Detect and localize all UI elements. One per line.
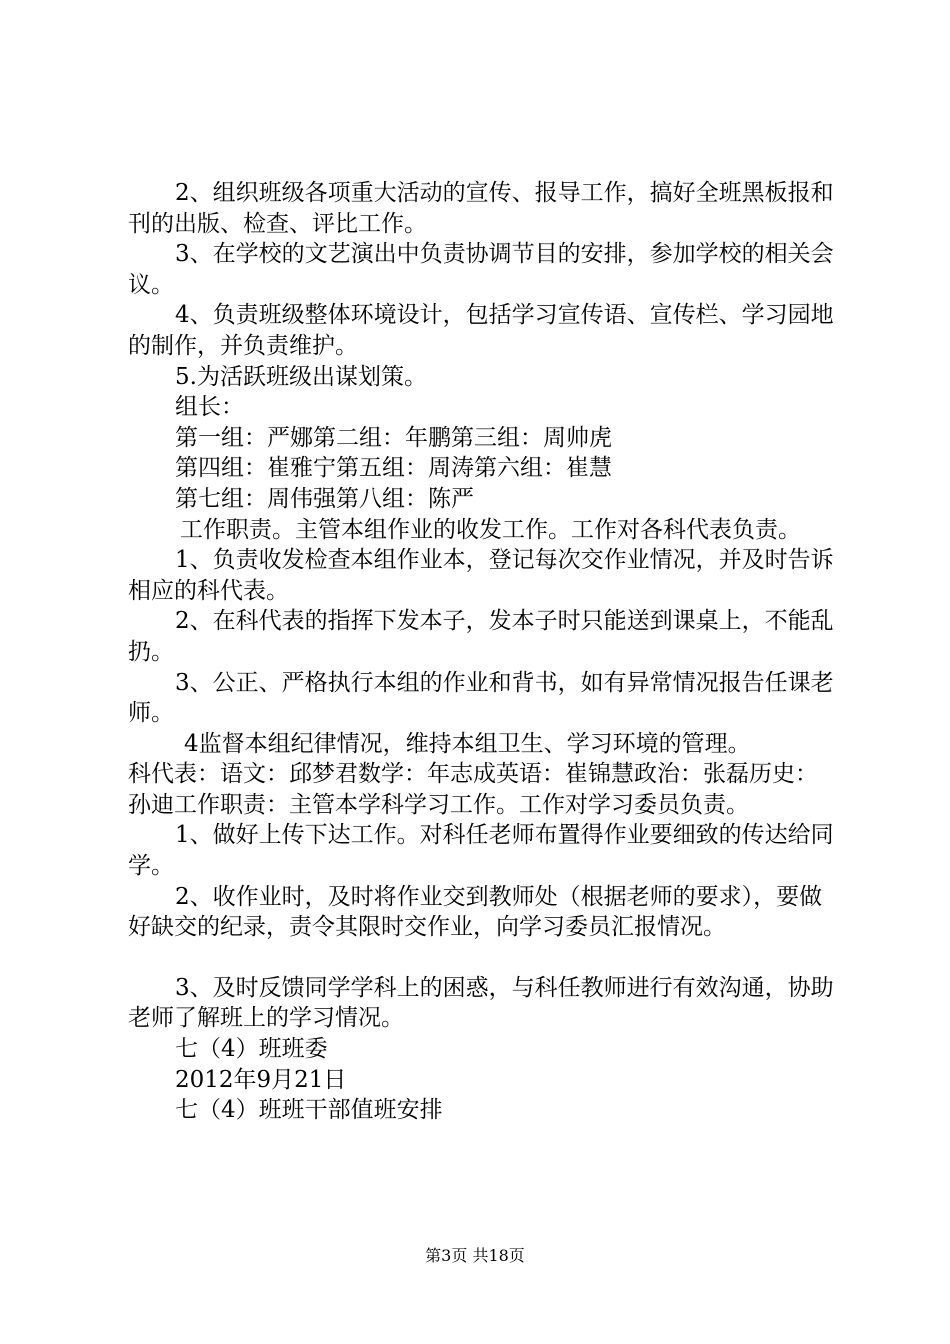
signature-date: 2012年9月21日 — [175, 1066, 347, 1093]
paragraph-leader-duty-2: 2、在科代表的指挥下发本子，发本子时只能送到课桌上，不能乱扔。 — [128, 608, 834, 665]
paragraph-groups-1-3: 第一组：严娜第二组：年鹏第三组：周帅虎 — [175, 424, 612, 451]
paragraph-environment-duty: 4、负责班级整体环境设计，包括学习宣传语、宣传栏、学习园地的制作，并负责维护。 — [128, 302, 834, 359]
paragraph-gap — [128, 943, 838, 973]
paragraph-leader-duty-1: 1、负责收发检查本组作业本，登记每次交作业情况，并及时告诉相应的科代表。 — [128, 547, 834, 604]
paragraph-group-leaders-heading: 组长： — [175, 394, 244, 421]
paragraph-groups-7-8: 第七组：周伟强第八组：陈严 — [175, 485, 474, 512]
document-body — [128, 178, 838, 1126]
paragraph-rep-duty-2: 2、收作业时，及时将作业交到教师处（根据老师的要求），要做好缺交的纪录，责令其限时交作业，向学习委员汇报情况。 — [128, 883, 823, 941]
paragraph-class-activity: 5.为活跃班级出谋划策。 — [175, 363, 427, 390]
paragraph-leader-duty-3: 3、公正、严格执行本组的作业和背书，如有异常情况报告任课老师。 — [128, 669, 834, 727]
paragraph-leader-duties: 工作职责。主管本组作业的收发工作。工作对各科代表负责。 — [180, 516, 801, 543]
signature-committee: 七（4）班班委 — [175, 1036, 328, 1063]
page-number-footer: 第3页 共18页 — [425, 1246, 525, 1265]
paragraph-subject-reps: 科代表：语文：邱梦君数学：年志成英语：崔锦慧政治：张磊历史：孙迪工作职责：主管本学科学习工作。工作对学习委员负责。 — [128, 761, 818, 818]
paragraph-groups-4-6: 第四组：崔雅宁第五组：周涛第六组：崔慧 — [175, 455, 612, 482]
section-heading-duty-schedule: 七（4）班班干部值班安排 — [175, 1097, 443, 1124]
paragraph-rep-duty-1: 1、做好上传下达工作。对科任老师布置得作业要细致的传达给同学。 — [128, 822, 834, 880]
paragraph-performance-duty: 3、在学校的文艺演出中负责协调节目的安排，参加学校的相关会议。 — [128, 241, 834, 298]
paragraph-publicity-duty: 2、组织班级各项重大活动的宣传、报导工作，搞好全班黑板报和刊的出版、检查、评比工作。 — [128, 180, 834, 237]
paragraph-rep-duty-3: 3、及时反馈同学学科上的困惑，与科任教师进行有效沟通，协助老师了解班上的学习情况。 — [128, 974, 834, 1032]
paragraph-leader-duty-4: 4监督本组纪律情况，维持本组卫生、学习环境的管理。 — [184, 730, 751, 757]
